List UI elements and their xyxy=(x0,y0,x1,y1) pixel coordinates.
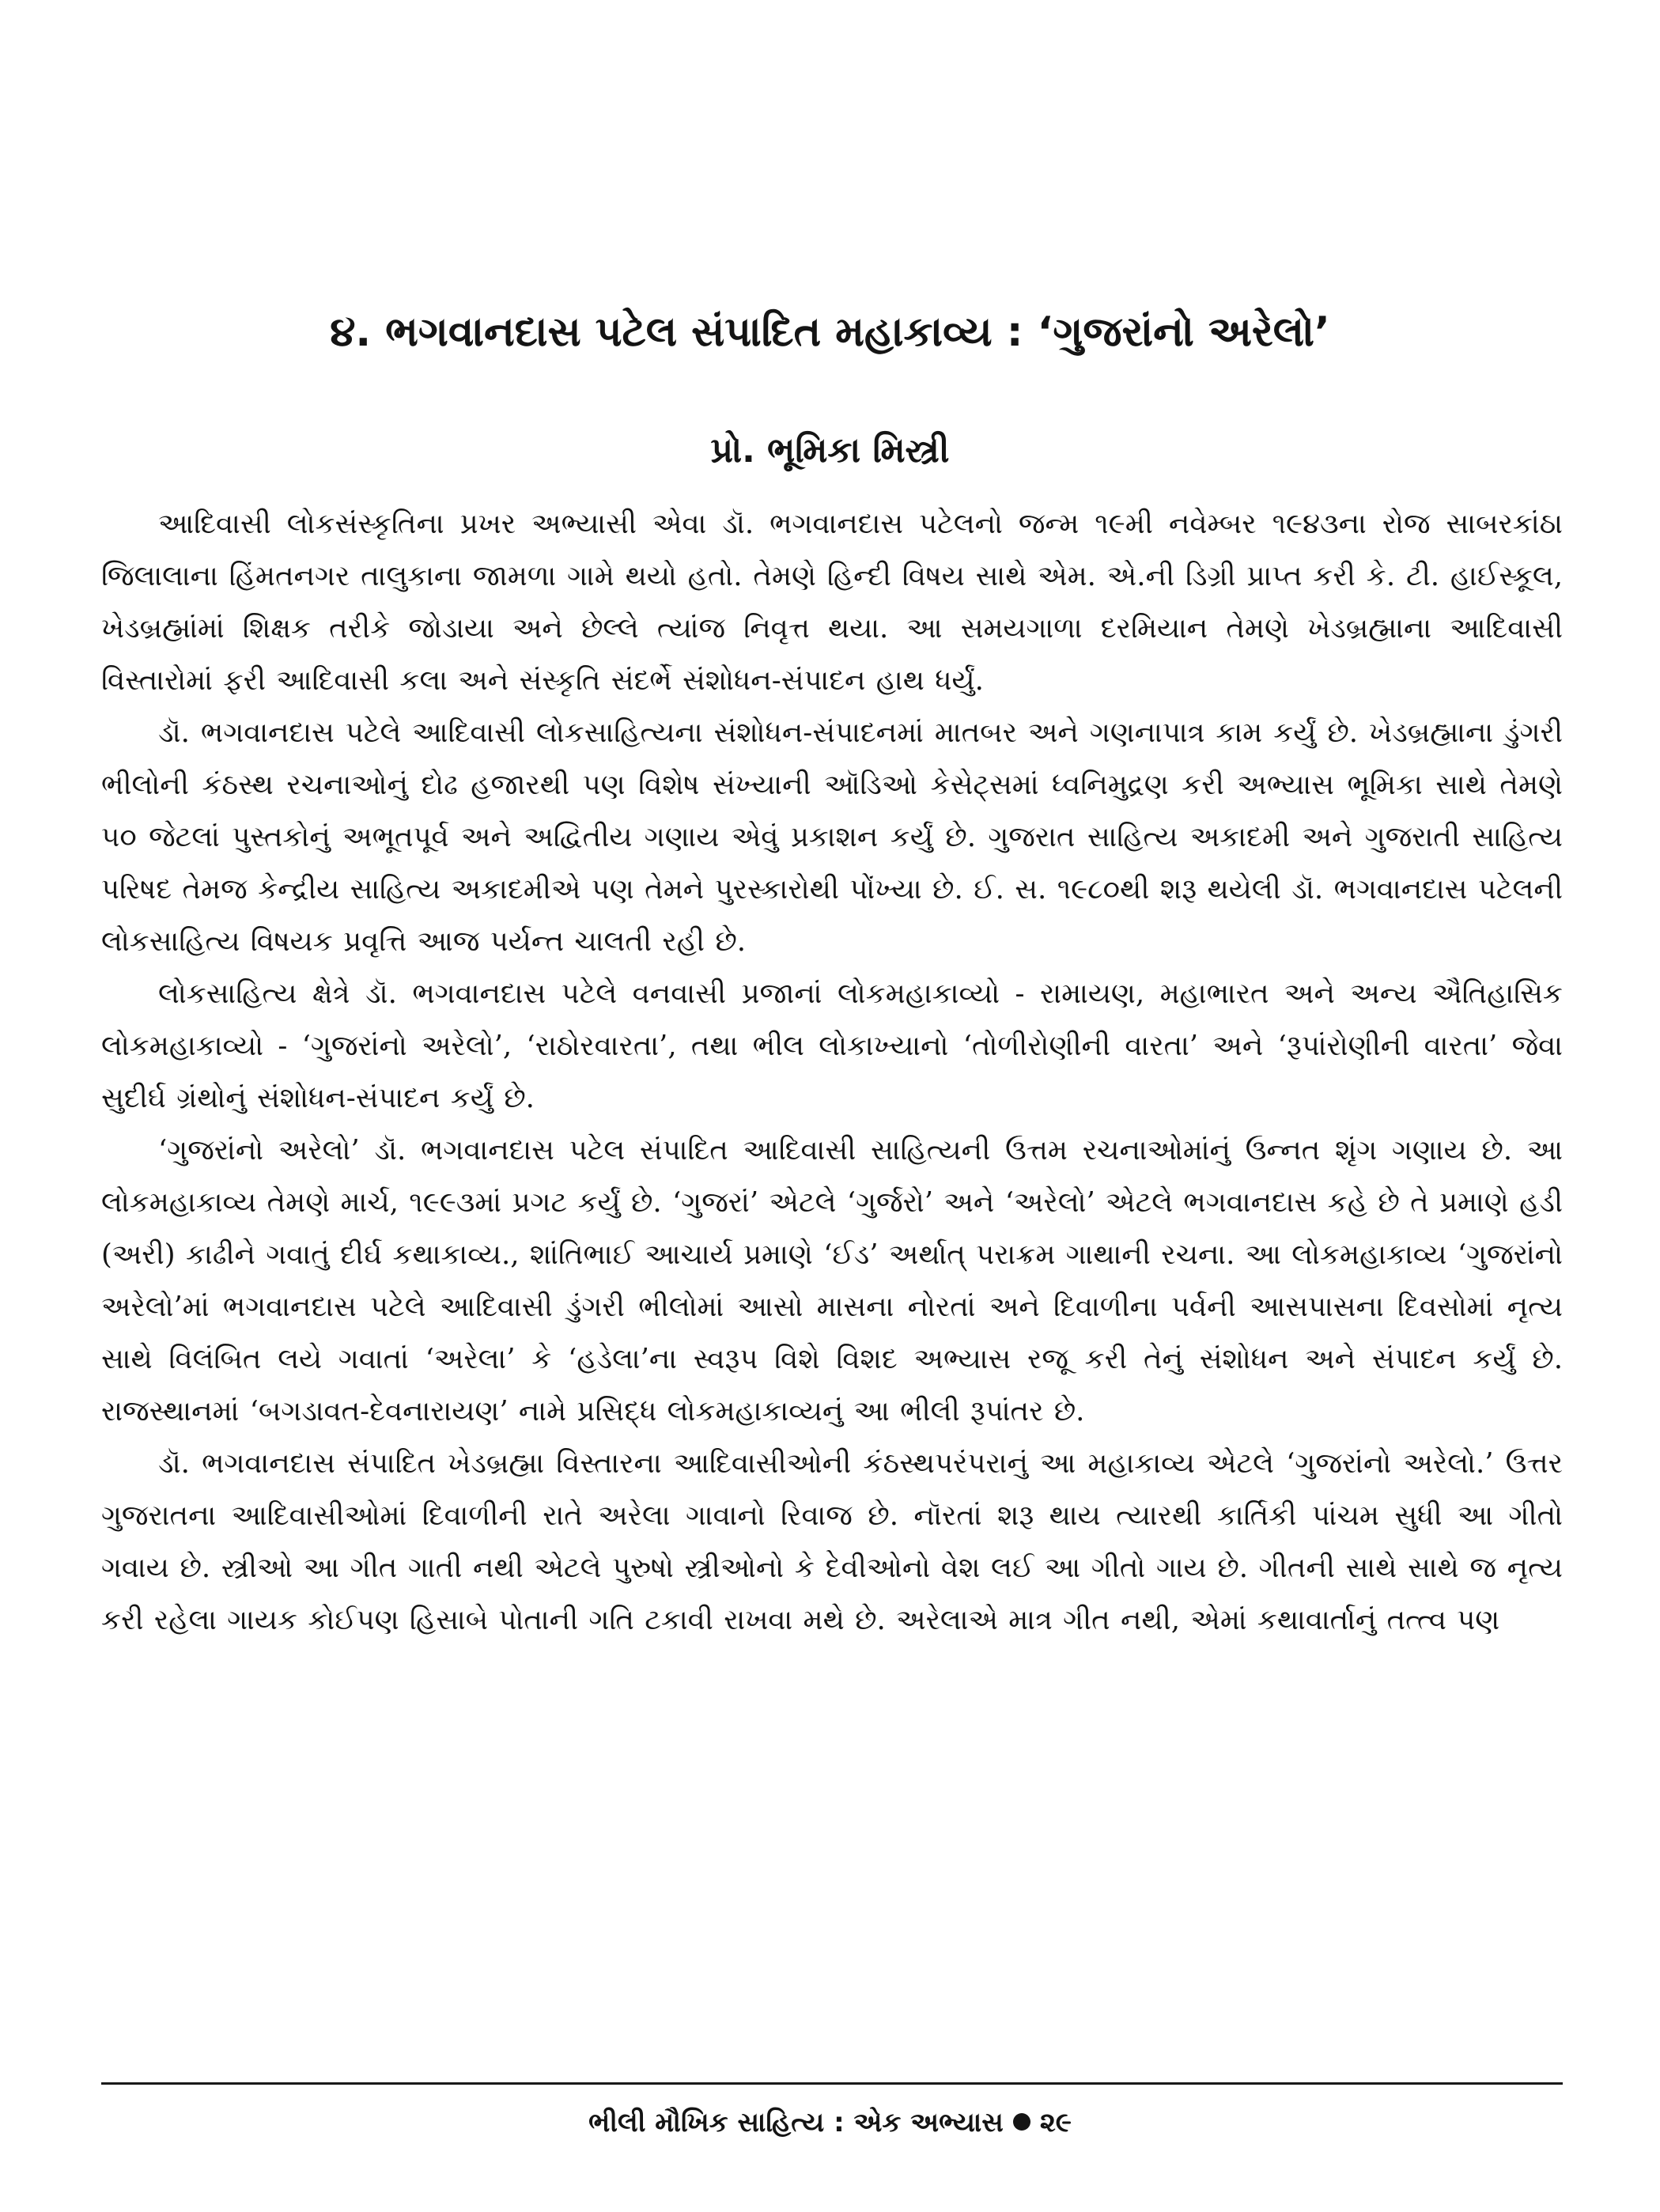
chapter-title: ૪. ભગવાનદાસ પટેલ સંપાદિત મહાકાવ્ય : ‘ગુજરાંનો અરેલો’ xyxy=(330,308,1330,356)
author-name: પ્રો. ભૂમિકા મિસ્ત્રી xyxy=(710,430,950,471)
paragraph: આદિવાસી લોકસંસ્કૃતિના પ્રખર અભ્યાસી એવા ડૉ. ભગવાનદાસ પટેલનો જન્મ ૧૯મી નવેમ્બર ૧૯૪૩ના રોજ સાબરકાંઠા જિલાલાના હિંમતનગર તાલુકાના જામળા ગામે થયો હતો. તેમણે હિન્દી વિષય સાથે એમ. એ.ની ડિગ્રી પ્રાપ્ત કરી કે. ટી. હાઈસ્કૂલ, ખેડબ્રહ્માંમાં શિક્ષક તરીકે જોડાયા અને છેલ્લે ત્યાંજ નિવૃત્ત થયા. આ સમયગાળા દરમિયાન તેમણે ખેડબ્રહ્માના આદિવાસી વિસ્તારોમાં ફરી આદિવાસી કલા અને સંસ્કૃતિ સંદર્ભે સંશોધન-સંપાદન હાથ ધર્યું. xyxy=(101,508,1563,697)
page-footer xyxy=(0,2104,1660,2142)
paragraph: ડૉ. ભગવાનદાસ પટેલે આદિવાસી લોકસાહિત્યના સંશોધન-સંપાદનમાં માતબર અને ગણનાપાત્ર કામ કર્યું છે. ખેડબ્રહ્માના ડુંગરી ભીલોની કંઠસ્થ રચનાઓનું દોઢ હજારથી પણ વિશેષ સંખ્યાની ઑડિઓ કેસેટ્સમાં ધ્વનિમુદ્રણ કરી અભ્યાસ ભૂમિકા સાથે તેમણે ૫૦ જેટલાં પુસ્તકોનું અભૂતપૂર્વ અને અદ્વિતીય ગણાય એવું પ્રકાશન કર્યું છે. ગુજરાત સાહિત્ય અકાદમી અને ગુજરાતી સાહિત્ય પરિષદ તેમજ કેન્દ્રીય સાહિત્ય અકાદમીએ પણ તેમને પુરસ્કારોથી પોંખ્યા છે. ઈ. સ. ૧૯૮૦થી શરૂ થયેલી ડૉ. ભગવાનદાસ પટેલની લોકસાહિત્ય વિષયક પ્રવૃત્તિ આજ પર્યન્ત ચાલતી રહી છે. xyxy=(101,717,1563,958)
article-body xyxy=(101,498,1563,1647)
bullet-icon xyxy=(1013,2113,1030,2131)
footer-book-title: ભીલી મૌખિક સાહિત્ય : એક અભ્યાસ xyxy=(588,2107,1004,2138)
paragraph: ‘ગુજરાંનો અરેલો’ ડૉ. ભગવાનદાસ પટેલ સંપાદિત આદિવાસી સાહિત્યની ઉત્તમ રચનાઓમાંનું ઉન્નત શૃંગ ગણાય છે. આ લોકમહાકાવ્ય તેમણે માર્ચ, ૧૯૯૩માં પ્રગટ કર્યું છે. ‘ગુજરાં’ એટલે ‘ગુર્જરો’ અને ‘અરેલો’ એટલે ભગવાનદાસ કહે છે તે પ્રમાણે હડી (અરી) કાઢીને ગવાતું દીર્ઘ કથાકાવ્ય., શાંતિભાઈ આચાર્ય પ્રમાણે ‘ઈડ’ અર્થાત્ પરાક્રમ ગાથાની રચના. આ લોકમહાકાવ્ય ‘ગુજરાંનો અરેલો’માં ભગવાનદાસ પટેલે આદિવાસી ડુંગરી ભીલોમાં આસો માસના નોરતાં અને દિવાળીના પર્વની આસપાસના દિવસોમાં નૃત્ય સાથે વિલંબિત લયે ગવાતાં ‘અરેલા’ કે ‘હડેલા’ના સ્વરૂપ વિશે વિશદ અભ્યાસ રજૂ કરી તેનું સંશોધન અને સંપાદન કર્યું છે. રાજસ્થાનમાં ‘બગડાવત-દેવનારાયણ’ નામે પ્રસિદ્ધ લોકમહાકાવ્યનું આ ભીલી રૂપાંતર છે. xyxy=(101,1134,1563,1427)
paragraph: લોકસાહિત્ય ક્ષેત્રે ડૉ. ભગવાનદાસ પટેલે વનવાસી પ્રજાનાં લોકમહાકાવ્યો - રામાયણ, મહાભારત અને અન્ય ઐતિહાસિક લોકમહાકાવ્યો - ‘ગુજરાંનો અરેલો’, ‘રાઠોરવારતા’, તથા ભીલ લોકાખ્યાનો ‘તોળીરોણીની વારતા’ અને ‘રૂપાંરોણીની વારતા’ જેવા સુદીર્ઘ ગ્રંથોનું સંશોધન-સંપાદન કર્યું છે. xyxy=(101,977,1563,1114)
page-number: ૨૯ xyxy=(1039,2107,1072,2138)
paragraph: ડૉ. ભગવાનદાસ સંપાદિત ખેડબ્રહ્મા વિસ્તારના આદિવાસીઓની કંઠસ્થપરંપરાનું આ મહાકાવ્ય એટલે ‘ગુજરાંનો અરેલો.’ ઉત્તર ગુજરાતના આદિવાસીઓમાં દિવાળીની રાતે અરેલા ગાવાનો રિવાજ છે. નૉરતાં શરૂ થાય ત્યારથી કાર્તિકી પાંચમ સુધી આ ગીતો ગવાય છે. સ્ત્રીઓ આ ગીત ગાતી નથી એટલે પુરુષો સ્ત્રીઓનો કે દેવીઓનો વેશ લઈ આ ગીતો ગાય છે. ગીતની સાથે સાથે જ નૃત્ય કરી રહેલા ગાયક કોઈપણ હિસાબે પોતાની ગતિ ટકાવી રાખવા મથે છે. અરેલાએ માત્ર ગીત નથી, એમાં કથાવાર્તાનું તત્ત્વ પણ xyxy=(101,1447,1563,1636)
footer-divider xyxy=(101,2082,1563,2085)
